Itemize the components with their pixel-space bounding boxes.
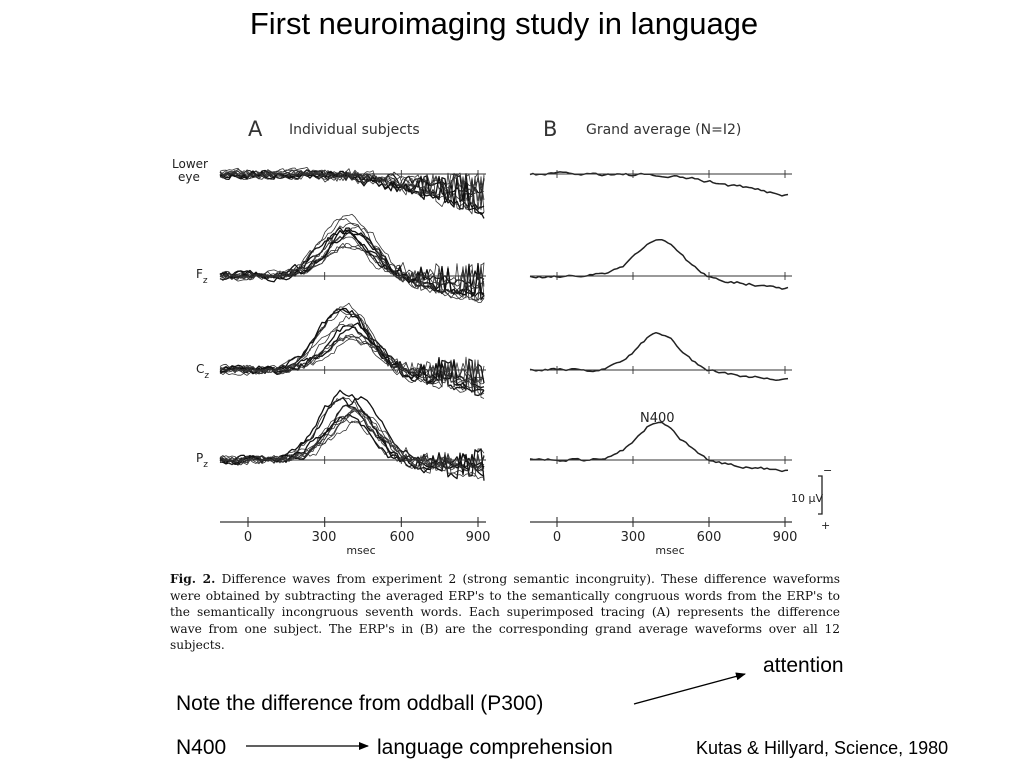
scale-bar: [791, 464, 832, 532]
note-language-comprehension: language comprehension: [377, 736, 613, 759]
panel-b-tick-900: 900: [772, 530, 798, 545]
channel-label-fz-main: F: [196, 267, 203, 281]
grand-average-trace: [530, 422, 788, 471]
n400-peak-label: N400: [640, 411, 675, 426]
panel-a-title: Individual subjects: [289, 122, 420, 138]
scale-bar-plus: +: [821, 519, 831, 532]
note-attention: attention: [763, 654, 844, 677]
grand-average-trace: [530, 172, 788, 196]
individual-trace: [220, 337, 484, 384]
figure-caption-label: Fig. 2.: [170, 572, 216, 586]
individual-trace: [220, 414, 484, 476]
panel-b-letter: B: [543, 117, 558, 141]
individual-trace: [220, 327, 484, 383]
panel-b-title: Grand average (N=I2): [586, 122, 742, 138]
panel-a-tick-300: 300: [311, 530, 337, 545]
channel-label-cz-sub: z: [204, 371, 210, 381]
channel-label-cz: [196, 362, 209, 381]
citation: Kutas & Hillyard, Science, 1980: [696, 738, 949, 758]
note-n400: N400: [176, 736, 227, 759]
panel-a-tick-0: 0: [243, 530, 253, 545]
figure-caption: [170, 571, 840, 654]
panel-b-tick-300: 300: [620, 530, 646, 545]
individual-trace: [220, 420, 484, 479]
channel-label-lower: Lower: [172, 157, 208, 171]
scale-bar-value: 10 μV: [791, 492, 824, 505]
channel-label-pz-sub: z: [203, 460, 208, 470]
individual-trace: [220, 310, 484, 395]
figure-caption-text: Difference waves from experiment 2 (strong semantic incongruity). These difference waveforms were obtained by subtracting the averaged ERP's to the semantically congruous words from the ERP's to the semantically incongruous seventh words. Each superimposed tracing (A) represents the difference wave from one subject. The ERP's in (B) are the corresponding grand average waveforms over all 12 subjects.: [170, 572, 841, 652]
channel-label-pz-main: P: [196, 451, 204, 465]
panel-a-tick-900: 900: [465, 530, 491, 545]
channel-label-fz: [196, 267, 208, 286]
panel-a-letter: A: [248, 117, 263, 141]
individual-trace: [220, 219, 484, 290]
channel-label-fz-sub: z: [202, 276, 208, 286]
individual-trace: [220, 231, 484, 297]
note-oddball: Note the difference from oddball (P300): [176, 692, 544, 715]
panel-b-tick-600: 600: [696, 530, 722, 545]
waveform-traces: [220, 167, 788, 480]
channel-label-cz-main: C: [196, 362, 205, 376]
slide-title: First neuroimaging study in language: [249, 6, 759, 41]
channel-label-eye: eye: [178, 170, 200, 184]
panel-b-tick-0: 0: [552, 530, 562, 545]
panel-b-unit: msec: [655, 544, 685, 557]
channel-label-pz: [196, 451, 208, 470]
grand-average-trace: [530, 333, 788, 381]
scale-bar-minus: −: [823, 464, 833, 477]
individual-trace: [220, 243, 484, 285]
time-axes: [220, 170, 792, 527]
panel-a-tick-600: 600: [389, 530, 415, 545]
grand-average-trace: [530, 240, 788, 289]
panel-a-unit: msec: [346, 544, 376, 557]
